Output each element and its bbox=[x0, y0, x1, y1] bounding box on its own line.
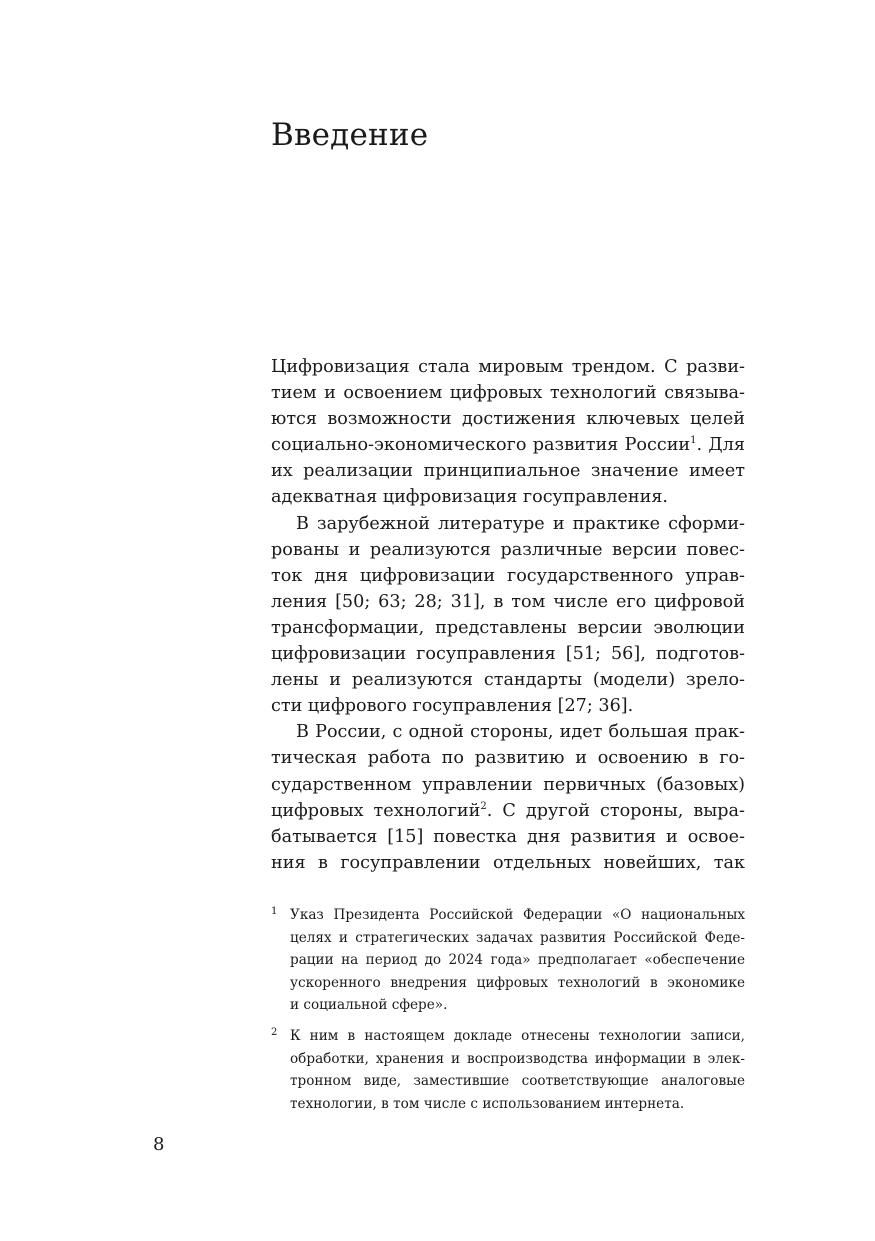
footnote-mark: 2 bbox=[271, 1026, 278, 1038]
footnote-line: ускоренного внедрения цифровых технологий в экономике bbox=[290, 974, 745, 991]
body-line: тием и освоением цифровых технологий связыва- bbox=[271, 383, 745, 404]
body-line: Цифровизация стала мировым трендом. С разви- bbox=[271, 357, 745, 377]
page-number: 8 bbox=[153, 1134, 165, 1155]
footnote-line: обработки, хранения и воспроизводства информации в элек- bbox=[290, 1050, 745, 1067]
footnote-ref[interactable]: 2 bbox=[480, 800, 487, 812]
footnotes bbox=[271, 904, 745, 1123]
body-line: батывается [15] повестка дня развития и освое- bbox=[271, 826, 745, 847]
body-line: ются возможности достижения ключевых целей bbox=[271, 409, 745, 430]
body-line: ния в госуправлении отдельных новейших, так bbox=[271, 852, 745, 873]
footnote-line: и социальной сфере». bbox=[290, 997, 448, 1014]
body-line: лены и реализуются стандарты (модели) зрело- bbox=[271, 670, 745, 691]
body-line: ток дня цифровизации государственного управ- bbox=[271, 565, 745, 586]
footnote-line: целях и стратегических задачах развития Российской Феде- bbox=[290, 929, 745, 946]
body-line: цифровых технологий$^2$. С другой стороны, выра- bbox=[271, 800, 745, 821]
body-line: ления [50; 63; 28; 31], в том числе его цифровой bbox=[271, 591, 745, 612]
body-line: адекватная цифровизация госуправления. bbox=[271, 487, 669, 508]
footnote-line: Указ Президента Российской Федерации «О национальных bbox=[290, 907, 745, 923]
body-line: В России, с одной стороны, идет большая прак- bbox=[296, 722, 745, 743]
footnote-2 bbox=[271, 1025, 745, 1115]
body-line: социально-экономического развития России$^1$. Для bbox=[271, 435, 746, 456]
body-line: трансформации, представлены версии эволюции bbox=[271, 617, 745, 638]
footnote-1 bbox=[271, 904, 745, 1017]
footnote-line: тронном виде, заместившие соответствующие аналоговые bbox=[290, 1073, 745, 1090]
body-line: рованы и реализуются различные версии повес- bbox=[271, 539, 745, 560]
body-line: тическая работа по развитию и освоению в го- bbox=[271, 748, 745, 769]
footnote-ref[interactable]: 1 bbox=[690, 435, 697, 447]
body-line: В зарубежной литературе и практике сформи- bbox=[296, 513, 745, 534]
footnote-line: технологии, в том числе с использованием интернета. bbox=[290, 1095, 685, 1112]
body-line: цифровизации госуправления [51; 56], подготов- bbox=[271, 644, 745, 665]
body-line: сударственном управлении первичных (базовых) bbox=[271, 774, 745, 795]
body-line: их реализации принципиальное значение имеет bbox=[271, 461, 745, 482]
body-line: сти цифрового госуправления [27; 36]. bbox=[271, 696, 634, 717]
page-title: Введение bbox=[271, 117, 429, 153]
footnote-line: рации на период до 2024 года» предполагает «обеспечение bbox=[290, 952, 745, 969]
footnote-line: К ним в настоящем докладе отнесены технологии записи, bbox=[290, 1027, 745, 1044]
body-text bbox=[271, 354, 745, 876]
footnote-mark: 1 bbox=[271, 906, 278, 917]
